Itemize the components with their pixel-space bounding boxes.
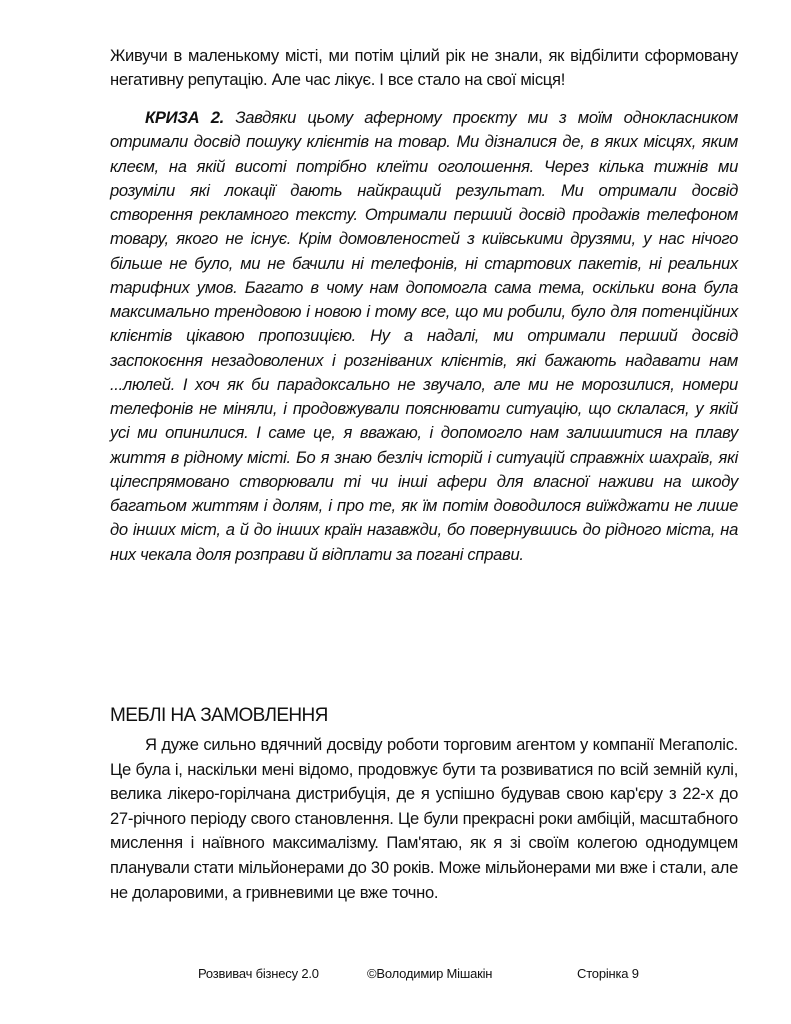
intro-paragraph: Живучи в маленькому місті, ми потім цілий рік не знали, як відбілити сформовану негативну репутацію. Але час лікує. І все стало на свої місця! bbox=[110, 46, 738, 90]
footer-author: ©Володимир Мішакін bbox=[367, 966, 493, 981]
crisis-paragraph bbox=[110, 106, 738, 567]
crisis-text: Завдяки цьому аферному проєкту ми з моїм однокласником отримали досвід пошуку клієнтів на товар. Ми дізналися де, в яких місцях, яким клеєм, на якій висоті потрібно клеїти оголошення. Через кілька тижнів ми розуміли які локації дають найкращий результат. Ми отримали досвід створення рекламного тексту. Отримали перший досвід продажів телефоном товару, якого не існує. Крім домовленостей з київськими друзями, у нас нічого більше не було, ми не бачили ні телефонів, ні стартових пакетів, ні реальних тарифних умов. Багато в чому нам допомогла сама тема, оскільки вона була максимально трендовою і новою і тому все, що ми робили, було для потенційних клієнтів цікавою пропозицією. Ну а надалі, ми отримали перший досвід заспокоєння незадоволених і розгніваних клієнтів, які бажають надавати нам ...люлей. І хоч як би парадоксально не звучало, але ми не морозилися, номери телефонів не міняли, і продовжували пояснювати ситуацію, що склалася, у якій усі ми опинилися. І саме це, я вважаю, і допомогло нам залишитися на плаву життя в рідному місті. Бо я знаю безліч історій і ситуацій справжніх шахраїв, які цілеспрямовано створювали ті чи інші афери для власної наживи на шкоду багатьом життям і долям, і про те, як їм потім доводилося виїжджати не лише до інших міст, а й до інших країн назавжди, бо повернувшись до рідного міста, на них чекала доля розправи й відплати за погані справи. bbox=[110, 108, 738, 564]
crisis-lead: КРИЗА 2. bbox=[145, 108, 224, 127]
page-footer bbox=[0, 966, 791, 986]
section-heading: МЕБЛІ НА ЗАМОВЛЕННЯ bbox=[110, 705, 328, 726]
footer-page-number: Сторінка 9 bbox=[577, 966, 639, 981]
section-paragraph: Я дуже сильно вдячний досвіду роботи торговим агентом у компанії Мегаполіс. Це була і, наскільки мені відомо, продовжує бути та розвиватися по всій земній кулі, велика лікеро-горілчана дистрибуція, де я успішно будував свою кар'єру з 22-х до 27-річного періоду свого становлення. Це були прекрасні роки амбіцій, масштабного мислення і наївного максималізму. Пам'ятаю, як я зі своїм колегою однодумцем планували стати мільйонерами до 30 років. Може мільйонерами ми вже і стали, але не доларовими, а гривневими це вже точно. bbox=[110, 735, 738, 902]
footer-book-title: Розвивач бізнесу 2.0 bbox=[198, 966, 319, 981]
